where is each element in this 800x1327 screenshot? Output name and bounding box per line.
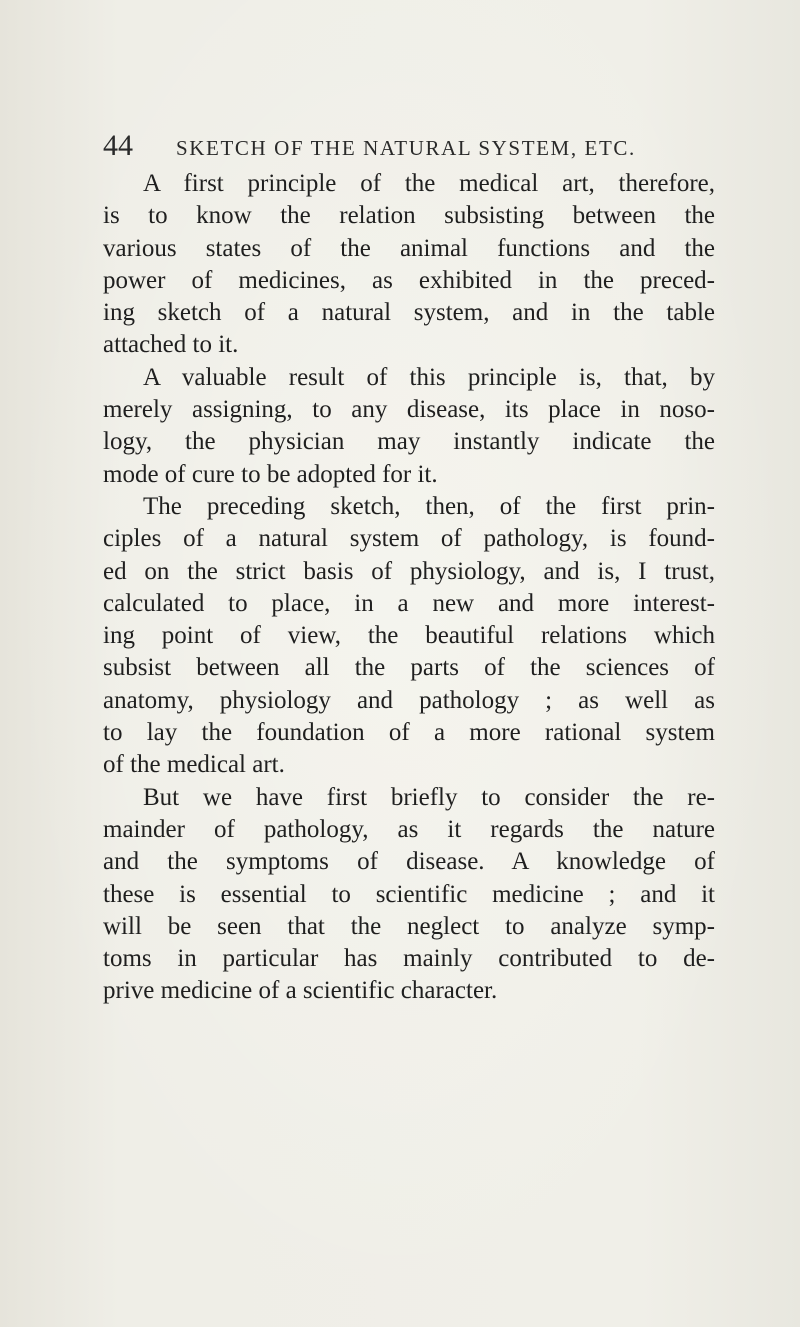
page-number: 44: [103, 129, 133, 162]
text-line: But we have first briefly to consider the re-: [143, 783, 715, 811]
text-line: these is essential to scientific medicine ; and it: [103, 880, 715, 908]
running-head: [103, 126, 703, 166]
text-line: A valuable result of this principle is, that, by: [143, 363, 715, 391]
text-line: various states of the animal functions and the: [103, 234, 715, 262]
text-line: will be seen that the neglect to analyze symp-: [103, 912, 715, 940]
body-text: [103, 168, 715, 1008]
text-line: ed on the strict basis of physiology, and is, I trust,: [103, 557, 715, 585]
running-head-title: SKETCH OF THE NATURAL SYSTEM, ETC.: [176, 136, 636, 160]
text-line: to lay the foundation of a more rational system: [103, 719, 715, 747]
text-line: of the medical art.: [103, 751, 285, 779]
paragraph: [103, 168, 715, 362]
text-line: toms in particular has mainly contributed to de-: [103, 945, 715, 973]
text-line: subsist between all the parts of the sciences of: [103, 654, 715, 682]
text-line: ing point of view, the beautiful relations which: [103, 622, 715, 650]
text-line: is to know the relation subsisting between the: [103, 202, 715, 230]
paragraph: [103, 491, 715, 782]
text-line: power of medicines, as exhibited in the preced-: [103, 266, 715, 294]
text-line: merely assigning, to any disease, its place in noso-: [103, 396, 715, 424]
text-line: mainder of pathology, as it regards the nature: [103, 815, 715, 843]
text-line: prive medicine of a scientific character.: [103, 977, 498, 1005]
text-line: and the symptoms of disease. A knowledge of: [103, 848, 715, 876]
text-line: The preceding sketch, then, of the first prin-: [143, 492, 715, 520]
text-line: attached to it.: [103, 331, 239, 359]
text-line: logy, the physician may instantly indicate the: [103, 428, 715, 456]
text-line: mode of cure to be adopted for it.: [103, 460, 438, 488]
text-line: ciples of a natural system of pathology, is found-: [103, 525, 715, 553]
paragraph: [103, 362, 715, 491]
text-line: A first principle of the medical art, therefore,: [143, 170, 715, 197]
text-line: calculated to place, in a new and more interest-: [103, 589, 715, 617]
text-line: ing sketch of a natural system, and in the table: [103, 299, 715, 327]
text-line: anatomy, physiology and pathology ; as well as: [103, 686, 715, 714]
paragraph: [103, 782, 715, 1008]
